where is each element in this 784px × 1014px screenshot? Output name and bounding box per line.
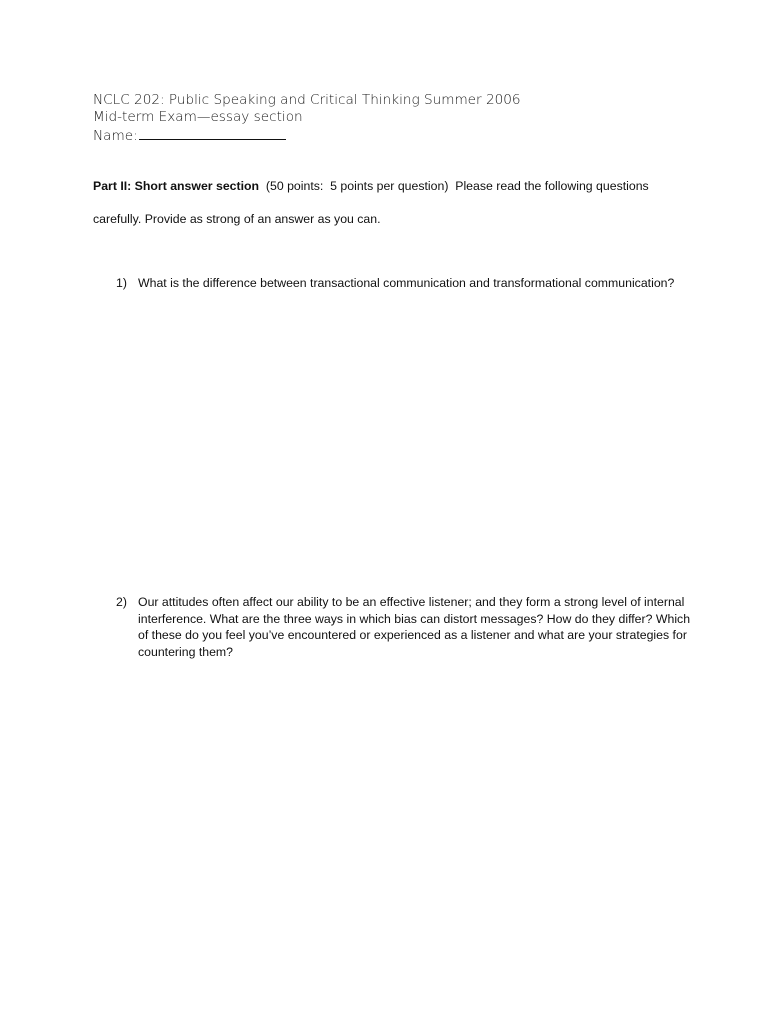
name-row: [93, 126, 713, 145]
points-text: (50 points: 5 points per question) Please read the following questions: [259, 179, 649, 193]
instructions-line-2: carefully. Provide as strong of an answer as you can.: [93, 212, 381, 226]
question-text: What is the difference between transactional communication and transformational communication?: [138, 276, 675, 290]
exam-header: [93, 92, 713, 145]
name-blank-line[interactable]: [139, 126, 286, 140]
question-number: 1): [116, 276, 127, 290]
part-label: Part II: Short answer section: [93, 179, 260, 193]
question-number: 2): [116, 595, 127, 609]
name-label: Name:: [93, 128, 138, 144]
course-title: NCLC 202: Public Speaking and Critical Thinking Summer 2006: [93, 92, 521, 108]
question-text: Our attitudes often affect our ability to be an effective listener; and they form a strong level of internal interference. What are the three ways in which bias can distort messages? How do they differ? Which of these do you feel you’ve encountered or experienced as a listener and what are your strategies for countering them?: [138, 595, 691, 659]
exam-subtitle: Mid-term Exam—essay section: [93, 109, 303, 125]
instructions-line-1: [93, 179, 649, 193]
